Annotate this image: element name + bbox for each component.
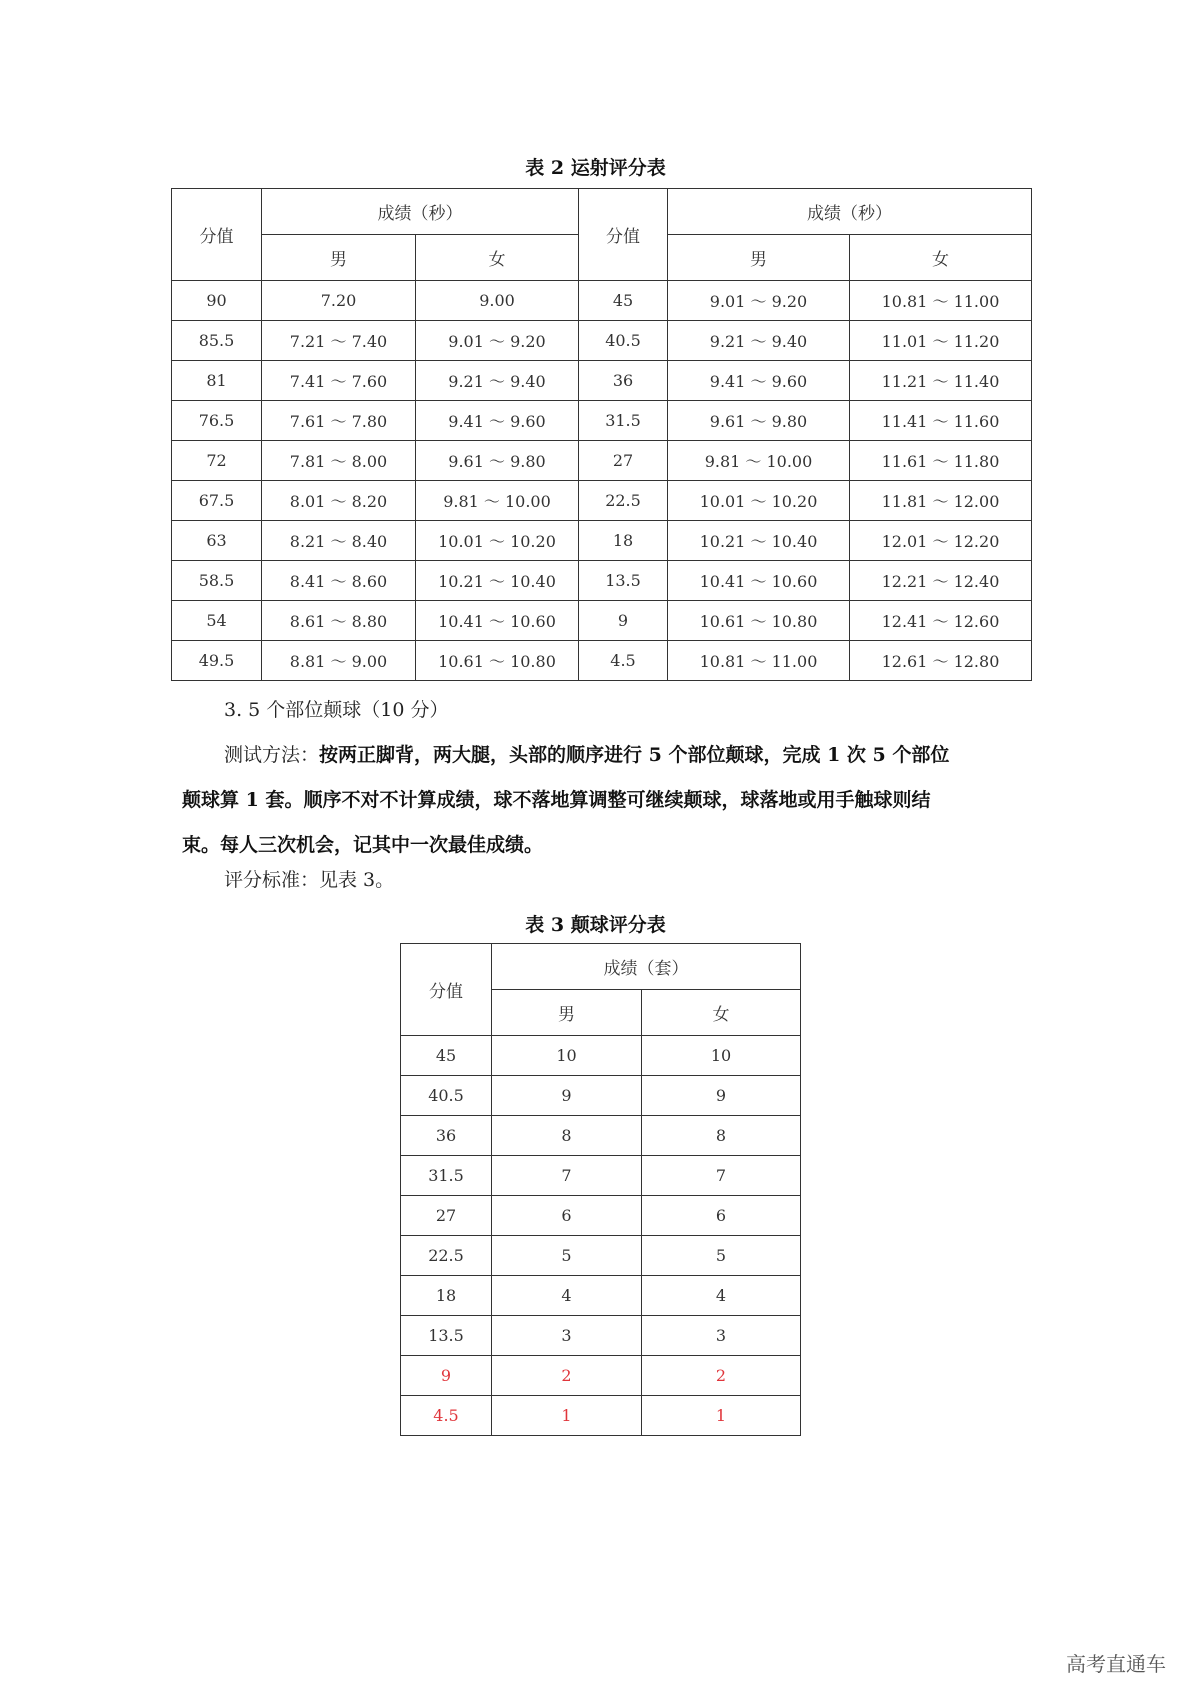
table-cell: 9.61 ～ 9.80 — [668, 401, 850, 441]
table-cell: 9 — [401, 1356, 492, 1396]
table-row — [172, 481, 1032, 521]
table-cell: 9.00 — [416, 281, 579, 321]
table-row — [401, 1036, 801, 1076]
table-cell: 54 — [172, 601, 262, 641]
table-row — [401, 1396, 801, 1436]
table-cell: 4.5 — [579, 641, 668, 681]
table-row — [401, 1156, 801, 1196]
table2-body — [172, 281, 1032, 681]
table-row — [401, 1276, 801, 1316]
table-cell: 10 — [492, 1036, 642, 1076]
table-cell: 8 — [492, 1116, 642, 1156]
table-cell: 10.61 ～ 10.80 — [668, 601, 850, 641]
table-cell: 6 — [642, 1196, 801, 1236]
table-row — [401, 1316, 801, 1356]
table3-female-header: 女 — [642, 990, 801, 1036]
table-cell: 8 — [642, 1116, 801, 1156]
table-row — [172, 521, 1032, 561]
table-cell: 9.81 ～ 10.00 — [668, 441, 850, 481]
table-cell: 9.81 ～ 10.00 — [416, 481, 579, 521]
method-text-1: 按两正脚背，两大腿，头部的顺序进行 5 个部位颠球，完成 1 次 5 个部位 — [319, 744, 950, 766]
table-cell: 58.5 — [172, 561, 262, 601]
section-heading: 3. 5 个部位颠球（10 分） — [224, 699, 449, 721]
table-cell: 76.5 — [172, 401, 262, 441]
table3-result-header: 成绩（套） — [492, 944, 801, 990]
table-cell: 8.41 ～ 8.60 — [262, 561, 416, 601]
table-cell: 9.61 ～ 9.80 — [416, 441, 579, 481]
table2-score-header-2: 分值 — [579, 189, 668, 281]
criteria-text: 评分标准：见表 3。 — [224, 869, 395, 891]
table-row — [172, 641, 1032, 681]
table-cell: 13.5 — [401, 1316, 492, 1356]
table-cell: 11.21 ～ 11.40 — [850, 361, 1032, 401]
table-row — [401, 1356, 801, 1396]
table3-caption: 表 3 颠球评分表 — [525, 914, 666, 936]
table-cell: 10.41 ～ 10.60 — [416, 601, 579, 641]
table-cell: 11.61 ～ 11.80 — [850, 441, 1032, 481]
table-cell: 8.21 ～ 8.40 — [262, 521, 416, 561]
table-cell: 10 — [642, 1036, 801, 1076]
table-cell: 36 — [401, 1116, 492, 1156]
table-row — [172, 601, 1032, 641]
table-cell: 5 — [642, 1236, 801, 1276]
table-row — [401, 1196, 801, 1236]
table-cell: 8.01 ～ 8.20 — [262, 481, 416, 521]
table-cell: 63 — [172, 521, 262, 561]
table-cell: 6 — [492, 1196, 642, 1236]
table2-caption: 表 2 运射评分表 — [525, 157, 666, 179]
table-cell: 9 — [492, 1076, 642, 1116]
table-cell: 4.5 — [401, 1396, 492, 1436]
table-cell: 31.5 — [579, 401, 668, 441]
table3-body — [401, 1036, 801, 1436]
table-cell: 40.5 — [401, 1076, 492, 1116]
table-cell: 10.61 ～ 10.80 — [416, 641, 579, 681]
table-cell: 9 — [642, 1076, 801, 1116]
table-cell: 36 — [579, 361, 668, 401]
table-cell: 2 — [492, 1356, 642, 1396]
table-row — [172, 281, 1032, 321]
table-cell: 3 — [642, 1316, 801, 1356]
table-cell: 22.5 — [401, 1236, 492, 1276]
table-cell: 7.41 ～ 7.60 — [262, 361, 416, 401]
table-cell: 7 — [642, 1156, 801, 1196]
table-cell: 11.01 ～ 11.20 — [850, 321, 1032, 361]
table-cell: 11.81 ～ 12.00 — [850, 481, 1032, 521]
table-cell: 49.5 — [172, 641, 262, 681]
table-cell: 9.41 ～ 9.60 — [416, 401, 579, 441]
table3-male-header: 男 — [492, 990, 642, 1036]
table-row — [172, 361, 1032, 401]
table-cell: 7.21 ～ 7.40 — [262, 321, 416, 361]
table-cell: 10.21 ～ 10.40 — [668, 521, 850, 561]
table-cell: 10.81 ～ 11.00 — [668, 641, 850, 681]
table-cell: 12.01 ～ 12.20 — [850, 521, 1032, 561]
table-cell: 2 — [642, 1356, 801, 1396]
table-row — [172, 321, 1032, 361]
table-cell: 90 — [172, 281, 262, 321]
method-line-2 — [182, 778, 930, 823]
table-cell: 12.21 ～ 12.40 — [850, 561, 1032, 601]
table-cell: 10.01 ～ 10.20 — [668, 481, 850, 521]
table-cell: 8.61 ～ 8.80 — [262, 601, 416, 641]
table-row — [401, 1116, 801, 1156]
table-cell: 10.81 ～ 11.00 — [850, 281, 1032, 321]
table3 — [400, 943, 801, 1436]
table-cell: 4 — [642, 1276, 801, 1316]
table2-result-header: 成绩（秒） — [262, 189, 579, 235]
table-cell: 10.21 ～ 10.40 — [416, 561, 579, 601]
table-cell: 31.5 — [401, 1156, 492, 1196]
table-cell: 45 — [579, 281, 668, 321]
table-cell: 9.01 ～ 9.20 — [416, 321, 579, 361]
method-text-2: 颠球算 1 套。顺序不对不计算成绩，球不落地算调整可继续颠球，球落地或用手触球则结 — [182, 789, 931, 811]
table2-female-header-2: 女 — [850, 235, 1032, 281]
table-cell: 7.81 ～ 8.00 — [262, 441, 416, 481]
table-cell: 9.01 ～ 9.20 — [668, 281, 850, 321]
table-cell: 18 — [401, 1276, 492, 1316]
table2-male-header-2: 男 — [668, 235, 850, 281]
table-cell: 7.20 — [262, 281, 416, 321]
table-cell: 9.21 ～ 9.40 — [416, 361, 579, 401]
table-cell: 9 — [579, 601, 668, 641]
table-cell: 10.01 ～ 10.20 — [416, 521, 579, 561]
table-cell: 10.41 ～ 10.60 — [668, 561, 850, 601]
table-cell: 12.41 ～ 12.60 — [850, 601, 1032, 641]
table-cell: 18 — [579, 521, 668, 561]
table-row — [172, 561, 1032, 601]
table2 — [171, 188, 1032, 681]
table-cell: 1 — [492, 1396, 642, 1436]
table-cell: 7.61 ～ 7.80 — [262, 401, 416, 441]
table-cell: 81 — [172, 361, 262, 401]
table3-score-header: 分值 — [401, 944, 492, 1036]
table-cell: 3 — [492, 1316, 642, 1356]
table-cell: 9.41 ～ 9.60 — [668, 361, 850, 401]
table-cell: 7 — [492, 1156, 642, 1196]
table-row — [401, 1236, 801, 1276]
table2-female-header: 女 — [416, 235, 579, 281]
table2-result-header-2: 成绩（秒） — [668, 189, 1032, 235]
table-cell: 85.5 — [172, 321, 262, 361]
table-cell: 11.41 ～ 11.60 — [850, 401, 1032, 441]
table-cell: 12.61 ～ 12.80 — [850, 641, 1032, 681]
table-row — [401, 1076, 801, 1116]
method-label: 测试方法： — [224, 744, 320, 766]
method-text-3: 束。每人三次机会，记其中一次最佳成绩。 — [182, 834, 544, 856]
table-cell: 13.5 — [579, 561, 668, 601]
table-cell: 4 — [492, 1276, 642, 1316]
table-cell: 1 — [642, 1396, 801, 1436]
table-cell: 72 — [172, 441, 262, 481]
table-cell: 40.5 — [579, 321, 668, 361]
table-cell: 8.81 ～ 9.00 — [262, 641, 416, 681]
watermark: 高考直通车 — [1066, 1652, 1166, 1676]
table2-score-header: 分值 — [172, 189, 262, 281]
table-cell: 67.5 — [172, 481, 262, 521]
table-cell: 22.5 — [579, 481, 668, 521]
table-row — [172, 401, 1032, 441]
table-cell: 27 — [579, 441, 668, 481]
table-cell: 5 — [492, 1236, 642, 1276]
table-row — [172, 441, 1032, 481]
method-line-1 — [224, 733, 949, 778]
table-cell: 27 — [401, 1196, 492, 1236]
table-cell: 45 — [401, 1036, 492, 1076]
table-cell: 9.21 ～ 9.40 — [668, 321, 850, 361]
table2-male-header: 男 — [262, 235, 416, 281]
